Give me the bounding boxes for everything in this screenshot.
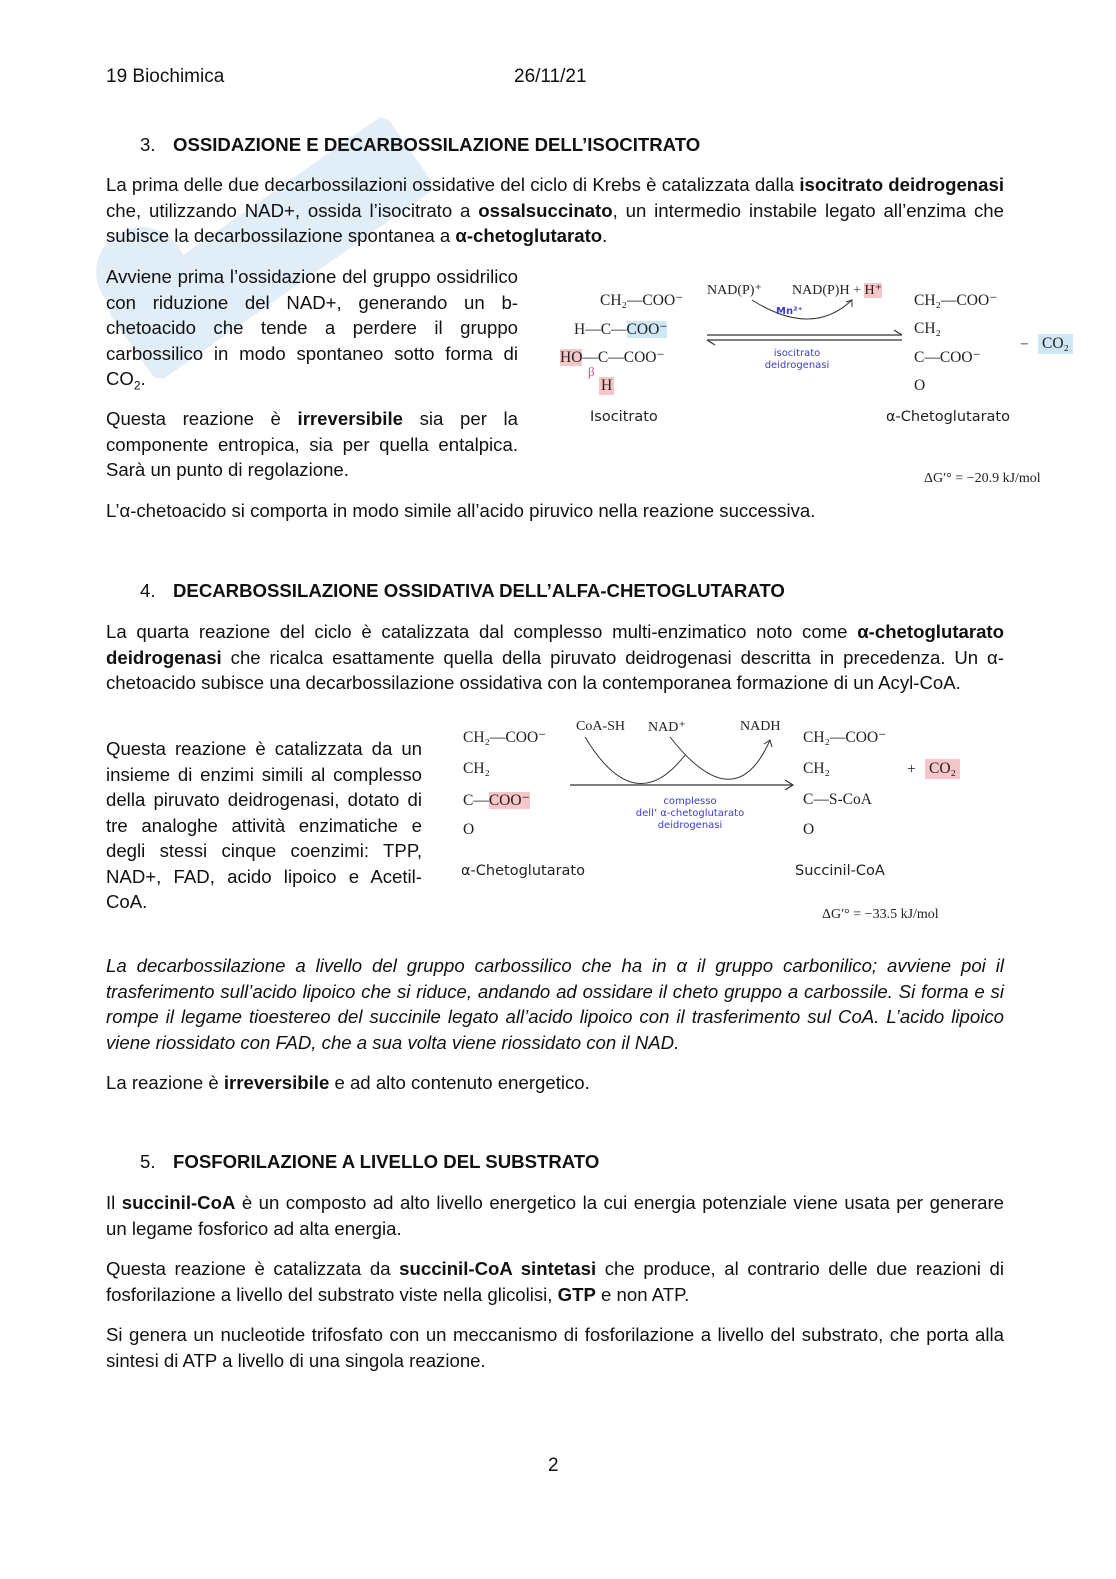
metal-ion: Mn²⁺: [776, 306, 803, 317]
proton: H⁺: [864, 283, 882, 298]
coa-sh: CoA-SH: [576, 719, 626, 734]
section4-paragraph-3: La decarbossilazione a livello del gruppo carbossilico che ha in α il gruppo carbonilico; avviene poi il trasferimento sull’acido lipoico che si riduce, andando ad ossidare il cheto gruppo a carbossile. Si forma e si rompe il legame tioestereo del succinile legato all’acido lipoico con il trasferimento sul CoA. L’acido lipoico viene riossidato con FAD, che a sua volta viene riossidato con il NAD.: [106, 955, 1004, 1053]
kg-sub-row4: O: [463, 821, 475, 838]
minus-sign: −: [1020, 336, 1029, 353]
enzyme-label-kgdh: complesso dell’ α-chetoglutarato deidrogenasi: [635, 796, 745, 831]
section5-paragraph-1: Il succinil-CoA è un composto ad alto livello energetico la cui energia potenziale viene usata per generare un legame fosforico ad alta energia.: [106, 1192, 1004, 1239]
section3-paragraph-2: Avviene prima l’ossidazione del gruppo ossidrilico con riduzione del NAD+, generando un b-chetoacido che tende a perdere il gruppo carbossilico in modo spontaneo sotto forma di $CO_2$.: [106, 266, 518, 393]
section5-paragraph-3: Si genera un nucleotide trifosfato con un meccanismo di fosforilazione a livello del substrato, che porta alla sintesi di ATP a livello di una singola reazione.: [106, 1324, 1004, 1371]
co2-released: CO₂: [1038, 334, 1073, 354]
isocitrate-name: Isocitrato: [590, 409, 658, 425]
section4-paragraph-2: Questa reazione è catalizzata da un insieme di enzimi simili al complesso della piruvato deidrogenasi, dotato di tre analoghe attività enzimatiche e degli stessi cinque coenzimi: TPP, NAD+, FAD, acido lipoico e Acetil-CoA.: [106, 738, 422, 912]
prod-row1: CH₂—COO⁻: [914, 292, 998, 309]
sub-row4: H: [601, 377, 613, 394]
alpha-ketoglutarate-name: α-Chetoglutarato: [886, 409, 1010, 425]
kg-sub-row3: C—COO⁻: [463, 792, 530, 809]
sc-row3: C—S-CoA: [803, 791, 872, 808]
beta-label: β: [588, 364, 595, 379]
section3-heading: [140, 134, 700, 156]
section4-number: 4.: [140, 580, 156, 601]
isocitrate-reaction-figure: [552, 278, 1082, 493]
header-course: 19 Biochimica: [106, 66, 225, 87]
section3-number: 3.: [140, 134, 156, 155]
sc-row2: CH₂: [803, 760, 830, 777]
section3-paragraph-1: La prima delle due decarbossilazioni ossidative del ciclo di Krebs è catalizzata dalla isocitrato deidrogenasi che, utilizzando NAD+, ossida l’isocitrato a ossalsuccinato, un intermedio instabile legato all’enzima che subisce la decarbossilazione spontanea a α-chetoglutarato.: [106, 174, 1005, 246]
ketoglutarate-reaction-figure: [455, 715, 985, 930]
prod-row3: C—COO⁻: [914, 349, 981, 366]
sc-row1: CH₂—COO⁻: [803, 729, 887, 746]
section4-title: DECARBOSSILAZIONE OSSIDATIVA DELL’ALFA-CHETOGLUTARATO: [173, 580, 785, 601]
enzyme-label-isocitrate: isocitrato deidrogenasi: [764, 348, 830, 371]
kg-substrate-name: α-Chetoglutarato: [461, 863, 585, 879]
sub-row2: H—C—COO⁻: [574, 321, 668, 338]
section5-paragraph-2: Questa reazione è catalizzata da succinil-CoA sintetasi che produce, al contrario delle due reazioni di fosforilazione a livello del substrato viste nella glicolisi, GTP e non ATP.: [106, 1258, 1005, 1305]
header-date: 26/11/21: [514, 66, 587, 87]
section3-paragraph-3: Questa reazione è irreversibile sia per la componente entropica, sia per quella entalpica. Sarà un punto di regolazione.: [106, 408, 518, 480]
kg-sub-row1: CH₂—COO⁻: [463, 729, 547, 746]
section5-title: FOSFORILAZIONE A LIVELLO DEL SUBSTRATO: [173, 1151, 600, 1172]
nadh: NADH: [740, 719, 781, 734]
cofactor-out: NAD(P)H + H⁺: [792, 283, 882, 298]
sub-row1: CH₂—COO⁻: [600, 292, 684, 309]
section5-heading: [140, 1151, 599, 1173]
page-number: 2: [548, 1455, 559, 1476]
section3-paragraph-4: L’α-chetoacido si comporta in modo simile all’acido piruvico nella reazione successiva.: [106, 500, 816, 521]
delta-g-isocitrate: ΔG′° = −20.9 kJ/mol: [924, 471, 1041, 486]
delta-g-kgdh: ΔG′° = −33.5 kJ/mol: [822, 907, 939, 922]
section3-title: OSSIDAZIONE E DECARBOSSILAZIONE DELL’ISOCITRATO: [173, 134, 701, 155]
section5-number: 5.: [140, 1151, 156, 1172]
kg-sub-row2: CH₂: [463, 760, 490, 777]
cofactor-in: NAD(P)⁺: [707, 283, 762, 298]
section4-heading: [140, 580, 785, 602]
nad-plus: NAD⁺: [648, 720, 686, 735]
succinyl-coa-name: Succinil-CoA: [795, 863, 885, 879]
section4-paragraph-1: La quarta reazione del ciclo è catalizzata dal complesso multi-enzimatico noto come α-chetoglutarato deidrogenasi che ricalca esattamente quella della piruvato deidrogenasi descritta in precedenza. Un α-chetoacido subisce una decarbossilazione ossidativa con la contemporanea formazione di un Acyl-CoA.: [106, 621, 1004, 693]
sc-row4: O: [803, 821, 815, 838]
section4-paragraph-4: La reazione è irreversibile e ad alto contenuto energetico.: [106, 1072, 590, 1093]
prod-row4: O: [914, 377, 926, 394]
sub-row3: HO—C—COO⁻: [560, 349, 665, 366]
prod-row2: CH₂: [914, 320, 941, 337]
plus-sign: +: [907, 761, 916, 778]
kg-co2-released: CO₂: [925, 759, 960, 779]
